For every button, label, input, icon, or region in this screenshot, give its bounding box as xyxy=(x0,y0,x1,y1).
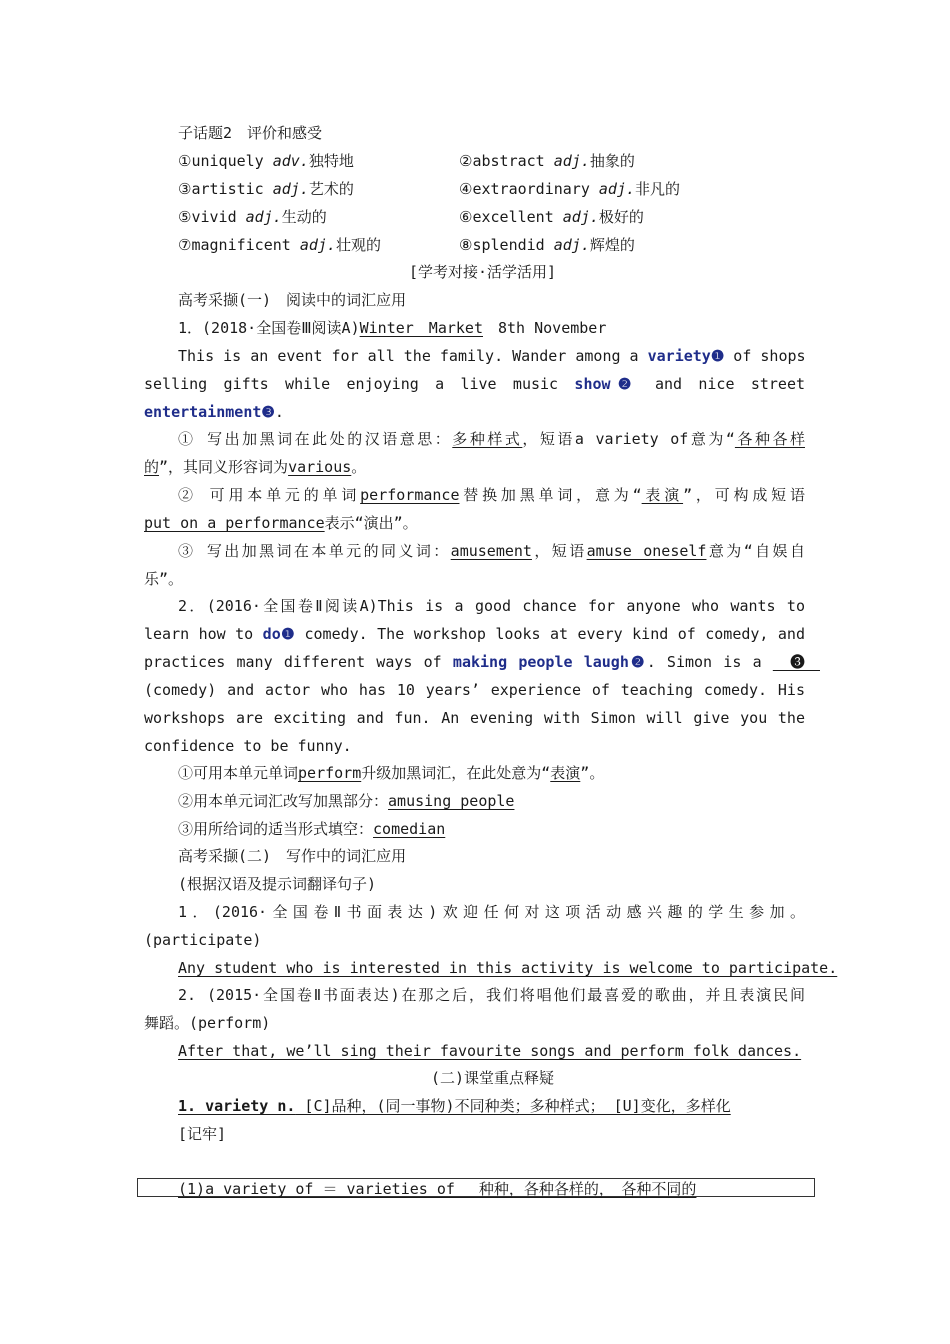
bold-word: entertainment❸ xyxy=(144,403,275,421)
answer-line: 乐”。 xyxy=(144,570,184,588)
writing-prompt: 舞蹈。(perform) xyxy=(144,1014,271,1032)
passage-line: practices many different ways of making people laugh❷. Simon is a ❸ xyxy=(144,653,820,671)
vocab-item: ②abstract adj.抽象的 xyxy=(459,152,635,170)
passage-line: (comedy) and actor who has 10 years’ experience of teaching comedy. His xyxy=(144,681,805,699)
part2-heading: 高考采撷(二) 写作中的词汇应用 xyxy=(178,847,407,865)
passage-line: 2．(2016·全国卷Ⅱ阅读A)This is a good chance for anyone who wants to xyxy=(178,597,805,615)
answer-line: ② 可用本单元的单词performance替换加黑单词，意为“表演”，可构成短语 xyxy=(178,486,805,504)
answer-line: ③ 写出加黑词在本单元的同义词：amusement，短语amuse oneself意为“自娱自 xyxy=(178,542,805,560)
writing-prompt: 2. (2015·全国卷Ⅱ书面表达)在那之后，我们将唱他们最喜爱的歌曲，并且表演民间 xyxy=(178,986,805,1004)
vocab-item: ⑧splendid adj.辉煌的 xyxy=(459,236,635,254)
part2-instruction: (根据汉语及提示词翻译句子) xyxy=(178,875,377,893)
memo-label: [记牢] xyxy=(178,1125,227,1143)
bold-word: do❶ xyxy=(262,625,296,643)
vocab-item: ④extraordinary adj.非凡的 xyxy=(459,180,681,198)
passage-line: learn how to do❶ comedy. The workshop looks at every kind of comedy, and xyxy=(144,625,805,643)
writing-answer: Any student who is interested in this activity is welcome to participate. xyxy=(178,959,838,977)
part1-heading: 高考采撷(一) 阅读中的词汇应用 xyxy=(178,291,407,309)
passage-line: This is an event for all the family. Wander among a variety❶ of shops xyxy=(178,347,806,365)
answer-line: ③用所给词的适当形式填空：comedian xyxy=(178,820,446,838)
vocab-item: ⑤vivid adj.生动的 xyxy=(178,208,327,226)
answer-line: 的”，其同义形容词为various。 xyxy=(144,458,367,476)
subtopic-heading: 子话题2 评价和感受 xyxy=(178,124,323,142)
answer-line: put on a performance表示“演出”。 xyxy=(144,514,418,532)
bold-word: show❷ xyxy=(574,375,639,393)
bold-word: making people laugh❷ xyxy=(452,653,647,671)
vocab-entry: 1. variety n. [C]品种，(同一事物)不同种类；多种样式； [U]变化，多样化 xyxy=(178,1097,731,1115)
passage-line: confidence to be funny. xyxy=(144,737,352,755)
bold-word: variety❶ xyxy=(647,347,725,365)
vocab-item: ①uniquely adv.独特地 xyxy=(178,152,354,170)
answer-line: ①可用本单元单词perform升级加黑词汇，在此处意为“表演”。 xyxy=(178,764,605,782)
passage-line: selling gifts while enjoying a live music show❷ and nice street xyxy=(144,375,806,393)
passage-line: entertainment❸. xyxy=(144,403,284,421)
usage-line: (1)a variety of ＝ varieties of 种种，各种各样的， 各种不同的 xyxy=(178,1180,697,1198)
fill-blank: ❸ xyxy=(772,653,820,671)
vocab-item: ③artistic adj.艺术的 xyxy=(178,180,354,198)
vocab-item: ⑦magnificent adj.壮观的 xyxy=(178,236,381,254)
answer-line: ① 写出加黑词在此处的汉语意思：多种样式，短语a variety of意为“各种各样 xyxy=(178,430,805,448)
vocab-item: ⑥excellent adj.极好的 xyxy=(459,208,644,226)
answer-line: ②用本单元词汇改写加黑部分：amusing people xyxy=(178,792,515,810)
writing-answer: After that, we’ll sing their favourite songs and perform folk dances. xyxy=(178,1042,802,1060)
section-title: [学考对接·活学活用] xyxy=(409,263,557,281)
passage-line: workshops are exciting and fun. An evening with Simon will give you the xyxy=(144,709,805,727)
writing-prompt: 1．(2016·全国卷Ⅱ书面表达)欢迎任何对这项活动感兴趣的学生参加。 xyxy=(178,903,805,921)
section2-title: (二)课堂重点释疑 xyxy=(431,1069,555,1087)
writing-prompt: (participate) xyxy=(144,931,262,949)
passage-title: Winter Market xyxy=(359,319,483,337)
question-1-header: 1．(2018·全国卷Ⅲ阅读A)Winter Market 8th November xyxy=(178,319,607,337)
